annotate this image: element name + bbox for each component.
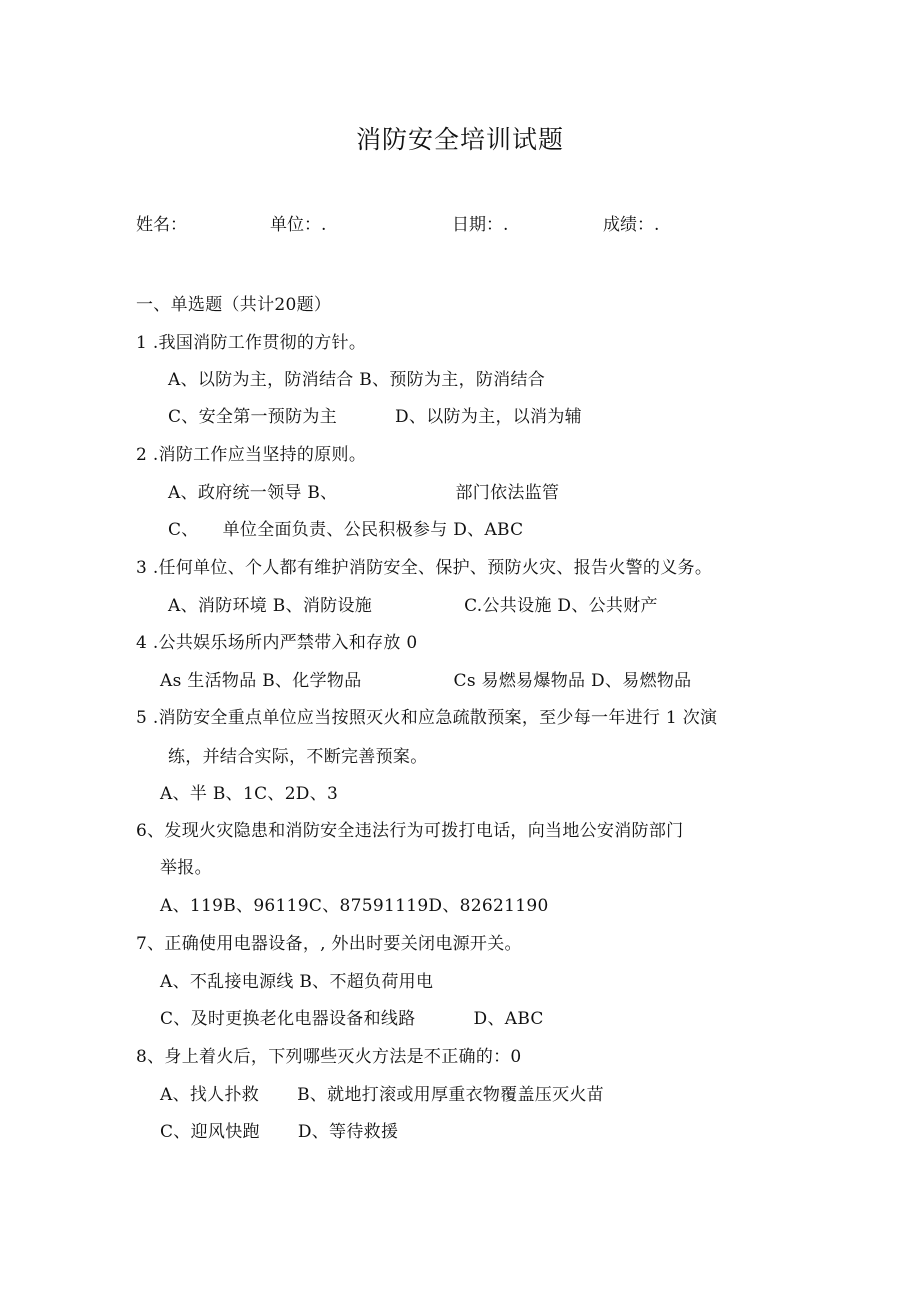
question-4-stem: 4 .公共娱乐场所内严禁带入和存放 0 xyxy=(136,633,418,653)
question-8-option-b: B、就地打滚或用厚重衣物覆盖压灭火苗 xyxy=(297,1085,604,1105)
question-2-options-cd xyxy=(168,515,523,540)
question-1-option-d: D、以防为主，以消为辅 xyxy=(395,407,582,427)
question-2-option-c: C、 xyxy=(168,520,199,540)
section-heading: 一、单选题（共计20题） xyxy=(136,295,332,315)
question-4-option-cd: Cs 易燃易爆物品 D、易燃物品 xyxy=(453,671,692,691)
question-6-options: A、119B、96119C、87591119D、82621190 xyxy=(160,896,549,916)
date-label: 日期：. xyxy=(452,215,509,235)
name-field xyxy=(136,210,187,235)
question-2-stem: 2 .消防工作应当坚持的原则。 xyxy=(136,445,367,465)
question-7-stem: 7、正确使用电器设备，, 外出时要关闭电源开关。 xyxy=(136,934,522,954)
question-6-stem: 6、发现火灾隐患和消防安全违法行为可拨打电话，向当地公安消防部门 xyxy=(136,821,684,841)
question-3-stem: 3 .任何单位、个人都有维护消防安全、保护、预防火灾、报告火警的义务。 xyxy=(136,558,713,578)
question-3-option-ab: A、消防环境 B、消防设施 xyxy=(168,596,373,616)
question-7-option-c: C、及时更换老化电器设备和线路 xyxy=(160,1009,416,1029)
unit-label: 单位：. xyxy=(270,215,327,235)
question-8-option-a: A、找人扑救 xyxy=(160,1085,260,1105)
question-3-option-cd: C.公共设施 D、公共财产 xyxy=(464,596,658,616)
question-2-options-ab xyxy=(168,478,559,503)
score-label: 成绩：. xyxy=(603,215,660,235)
question-1-options-ab: A、以防为主，防消结合 B、预防为主，防消结合 xyxy=(168,370,546,390)
question-2-option-b: 部门依法监管 xyxy=(455,483,560,503)
question-5-options: A、半 B、1C、2D、3 xyxy=(160,784,339,804)
question-2-option-a: A、政府统一领导 B、 xyxy=(168,483,338,503)
question-7-options-ab: A、不乱接电源线 B、不超负荷用电 xyxy=(160,972,434,992)
question-7-options-cd xyxy=(160,1004,544,1029)
question-2-option-c-text: 单位全面负责、公民积极参与 D、ABC xyxy=(222,520,524,540)
question-4-option-ab: As 生活物品 B、化学物品 xyxy=(160,671,362,691)
page-title: 消防安全培训试题 xyxy=(355,125,564,154)
unit-field xyxy=(270,210,326,235)
question-3-options xyxy=(168,591,658,616)
question-5-stem-cont: 练，并结合实际，不断完善预案。 xyxy=(168,747,428,767)
question-5-stem: 5 .消防安全重点单位应当按照灭火和应急疏散预案，至少每一年进行 1 次演 xyxy=(136,708,718,728)
question-6-stem-cont: 举报。 xyxy=(160,858,212,878)
question-8-option-c: C、迎风快跑 xyxy=(160,1122,260,1142)
question-1-option-c: C、安全第一预防为主 xyxy=(168,407,338,427)
score-field xyxy=(603,210,659,235)
question-8-stem: 8、身上着火后，下列哪些灭火方法是不正确的：0 xyxy=(136,1047,522,1067)
question-4-options xyxy=(160,666,691,691)
name-label: 姓名： xyxy=(136,215,187,235)
question-7-option-d: D、ABC xyxy=(473,1009,544,1029)
date-field xyxy=(452,210,508,235)
question-8-options-ab xyxy=(160,1080,604,1105)
question-1-options-cd xyxy=(168,402,582,427)
question-8-option-d: D、等待救援 xyxy=(297,1122,399,1142)
question-1-stem: 1 .我国消防工作贯彻的方针。 xyxy=(136,333,367,353)
question-8-options-cd xyxy=(160,1117,398,1142)
